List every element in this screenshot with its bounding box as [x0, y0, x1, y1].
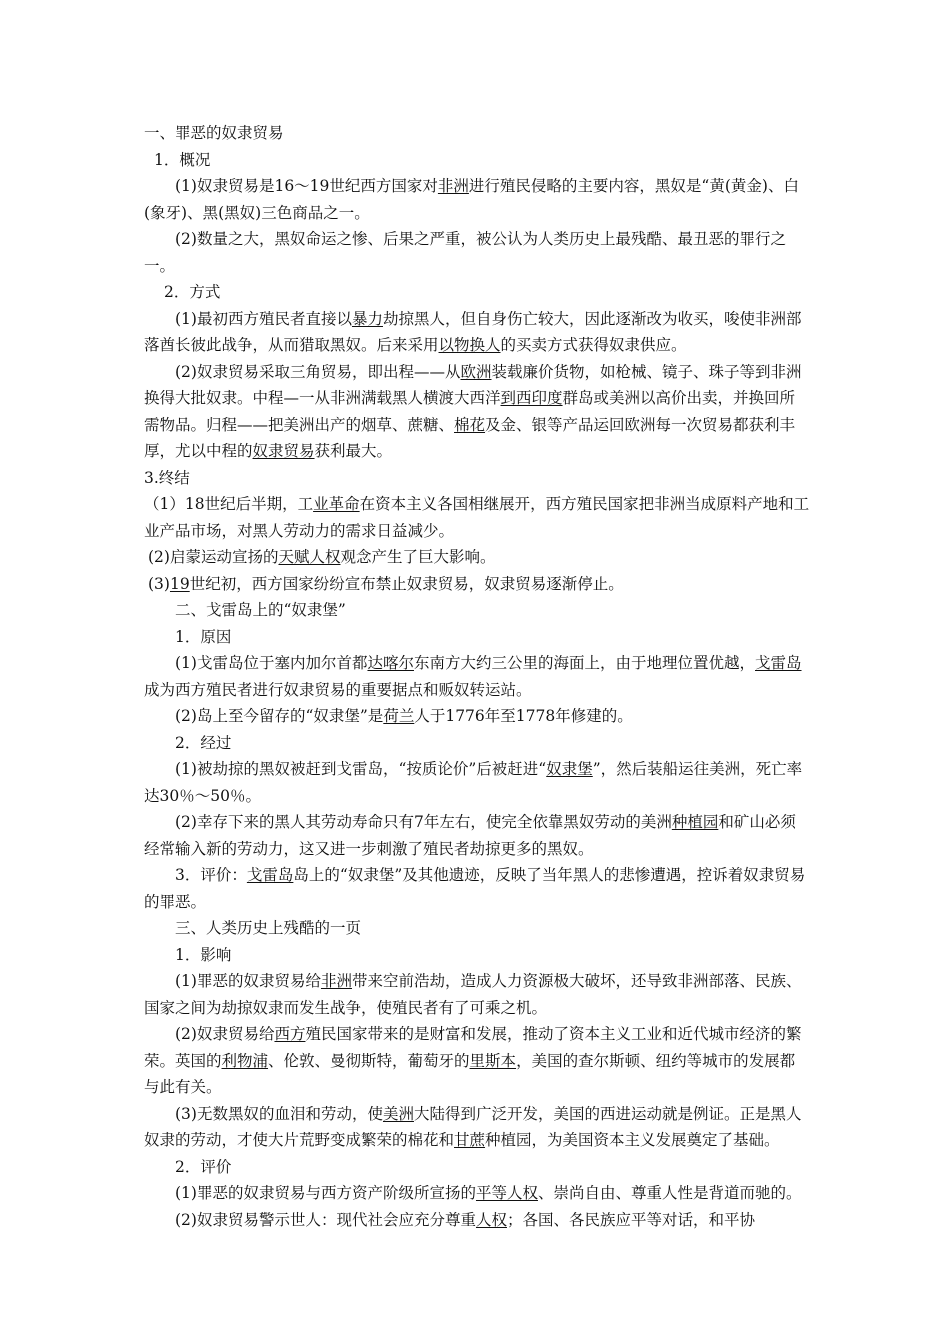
keyword: 以物换人 [438, 336, 501, 354]
paragraph: （1）18世纪后半期，工业革命在资本主义各国相继展开，西方殖民国家把非洲当成原料产地和工业产品市场，对黑人劳动力的需求日益减少。 [144, 495, 810, 540]
subheading: 3.终结 [144, 468, 190, 487]
keyword: 里斯本 [469, 1051, 517, 1070]
paragraph: (1)奴隶贸易是16～19世纪西方国家对非洲进行殖民侵略的主要内容，黑奴是“黄(黄金)、白(象牙)、黑(黑奴)三色商品之一。 [144, 177, 799, 222]
paragraph: (3)19世纪初，西方国家纷纷宣布禁止奴隶贸易，奴隶贸易逐渐停止。 [148, 574, 624, 593]
paragraph: (2)奴隶贸易给西方殖民国家带来的是财富和发展，推动了资本主义工业和近代城市经济的繁荣。英国的利物浦、伦敦、曼彻斯特，葡萄牙的里斯本，美国的查尔斯顿、纽约等城市的发展都与此有关。 [144, 1025, 802, 1096]
subheading: 2．评价 [175, 1157, 232, 1176]
paragraph: (1)罪恶的奴隶贸易给非洲带来空前浩劫，造成人力资源极大破坏，还导致非洲部落、民族、国家之间为劫掠奴隶而发生战争，使殖民者有了可乘之机。 [144, 972, 802, 1017]
keyword: 非洲 [437, 177, 469, 195]
keyword: 业革命 [313, 495, 360, 513]
section-heading: 三、人类历史上残酷的一页 [175, 919, 362, 937]
subheading: 1．概况 [154, 150, 211, 169]
paragraph: (1)被劫掠的黑奴被赶到戈雷岛，“按质论价”后被赶进“奴隶堡”，然后装船运往美洲，死亡率达30％～50％。 [144, 760, 803, 805]
keyword: 甘蔗 [454, 1131, 486, 1149]
keyword: 欧洲 [460, 362, 492, 381]
keyword: 达喀尔 [367, 654, 414, 672]
keyword: 荷兰 [383, 707, 415, 725]
keyword: 人权 [475, 1210, 507, 1229]
paragraph: (1)罪恶的奴隶贸易与西方资产阶级所宣扬的平等人权、崇尚自由、尊重人性是背道而驰的。 [175, 1184, 802, 1202]
keyword: 棉花 [454, 415, 486, 434]
keyword: 美洲 [382, 1104, 414, 1123]
keyword: 利物浦 [221, 1051, 269, 1070]
keyword: 暴力 [351, 309, 383, 328]
paragraph: (2)奴隶贸易警示世人：现代社会应充分尊重人权；各国、各民族应平等对话，和平协 [175, 1210, 755, 1229]
keyword: 平等人权 [475, 1184, 538, 1202]
paragraph: 3．评价：戈雷岛岛上的“奴隶堡”及其他遗迹，反映了当年黑人的悲惨遭遇，控诉着奴隶贸易的罪恶。 [144, 866, 806, 911]
document-body [144, 120, 810, 1233]
keyword: 戈雷岛 [755, 654, 802, 672]
paragraph: (1)戈雷岛位于塞内加尔首都达喀尔东南方大约三公里的海面上，由于地理位置优越，戈雷岛成为西方殖民者进行奴隶贸易的重要据点和贩奴转运站。 [144, 654, 802, 699]
paragraph: (2)奴隶贸易采取三角贸易，即出程——从欧洲装载廉价货物，如枪械、镜子、珠子等到非洲换得大批奴隶。中程—一从非洲满载黑人横渡大西洋到西印度群岛或美洲以高价出卖，并换回所需物品。归程——把美洲出产的烟草、蔗糖、棉花及金、银等产品运回欧洲每一次贸易都获利丰厚，尤以中程的奴隶贸易获利最大。 [144, 362, 802, 460]
paragraph: (1)最初西方殖民者直接以暴力劫掠黑人，但自身伤亡较大，因此逐渐改为收买，唆使非洲部落酋长彼此战争，从而猎取黑奴。后来采用以物换人的买卖方式获得奴隶供应。 [144, 309, 802, 354]
keyword: 戈雷岛 [246, 866, 294, 884]
subheading: 2．经过 [175, 733, 232, 752]
paragraph: (3)无数黑奴的血泪和劳动，使美洲大陆得到广泛开发，美国的西进运动就是例证。正是黑人奴隶的劳动，才使大片荒野变成繁荣的棉花和甘蔗种植园，为美国资本主义发展奠定了基础。 [144, 1104, 802, 1149]
keyword: 种植园 [671, 813, 719, 831]
paragraph: (2)岛上至今留存的“奴隶堡”是荷兰人于1776年至1778年修建的。 [175, 707, 633, 725]
subheading: 2．方式 [164, 283, 221, 301]
section-heading: 二、戈雷岛上的“奴隶堡” [175, 601, 346, 619]
section-heading: 一、罪恶的奴隶贸易 [144, 124, 284, 142]
subheading: 1．原因 [175, 627, 232, 646]
keyword: 到 [500, 389, 517, 407]
keyword: 奴隶贸易 [252, 442, 315, 460]
paragraph: (2)数量之大，黑奴命运之惨、后果之严重，被公认为人类历史上最残酷、最丑恶的罪行之一。 [144, 230, 786, 275]
keyword: 西印度 [516, 389, 563, 407]
keyword: 非洲 [320, 972, 352, 990]
paragraph: (2)幸存下来的黑人其劳动寿命只有7年左右，使完全依靠黑奴劳动的美洲种植园和矿山必须经常输入新的劳动力，这又进一步刺激了殖民者劫掠更多的黑奴。 [144, 813, 796, 858]
keyword: 19 [169, 574, 190, 593]
subheading: 1．影响 [175, 945, 232, 964]
keyword: 奴隶堡 [546, 760, 593, 778]
paragraph: (2)启蒙运动宣扬的天赋人权观念产生了巨大影响。 [148, 548, 496, 566]
keyword: 西方 [274, 1025, 306, 1043]
keyword: 天赋人权 [278, 548, 341, 566]
